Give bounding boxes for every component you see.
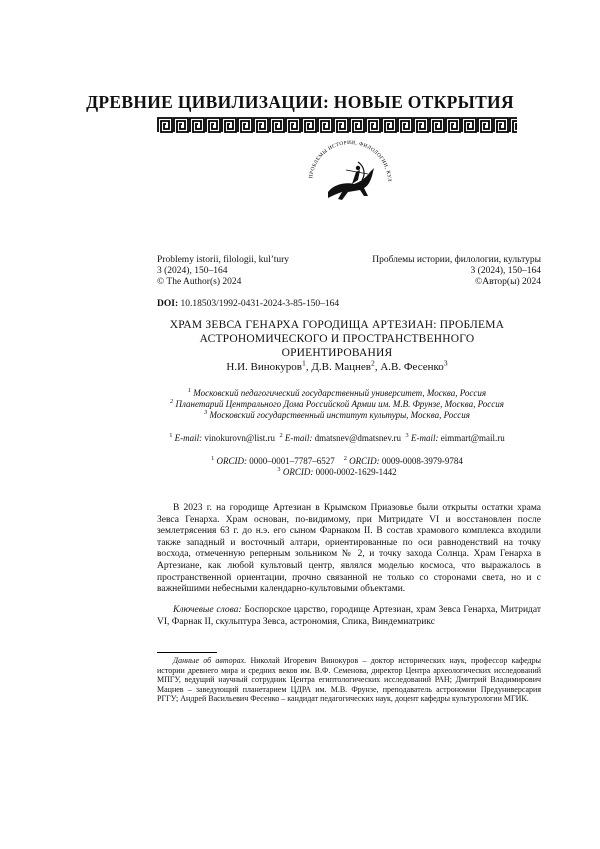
emblem-ring-text: ПРОБЛЕМЫ ИСТОРИИ, ФИЛОЛОГИИ, КУЛЬТУРЫ (295, 128, 392, 182)
author-sep: , (306, 361, 312, 373)
orcid-label: ORCID: (283, 467, 314, 477)
author-list (130, 361, 544, 373)
abstract-text: В 2023 г. на городище Артезиан в Крымском Приазовье были открыты остатки храма Зевса Генарха. Храм основан, по-видимому, при Митридате VI и восстановлен после землетрясения 63 г. до н.э. его сыном Фарнаком II. В состав храмового комплекса входили также западный и восточный алтари, ориентированные по оси равноденствий на точку восхода, отмеченную реперным зольником № 2, и точку захода Солнца. Храм Генарха в Артезиане, как любой культовый центр, являлся моделью космоса, что выражалось в пространственной ориентации, прочно связанной не только со сторонами света, но и с важнейшими небесными календарно-культовыми объектами. (157, 503, 541, 596)
author-name: А.В. Фесенко (380, 361, 443, 373)
footnote-divider (157, 652, 217, 653)
author-name: Н.И. Винокуров (226, 361, 302, 373)
email-label: E-mail: (175, 433, 203, 443)
author-name: Д.В. Мацнев (311, 361, 371, 373)
author-footnote (157, 656, 541, 704)
orcid-link[interactable]: 0000–0001–7787–6527 (249, 456, 335, 466)
orcid-label: ORCID: (349, 456, 380, 466)
doi-value[interactable]: 10.18503/1992-0431-2024-3-85-150–164 (181, 299, 340, 309)
orcid-link[interactable]: 0000-0002-1629-1442 (316, 467, 397, 477)
meta-line: © The Author(s) 2024 (157, 277, 289, 288)
email-link[interactable]: vinokurovn@list.ru (204, 433, 275, 443)
greek-key-border (157, 117, 517, 133)
journal-meta-latin (157, 255, 289, 288)
svg-text:ПРОБЛЕМЫ ИСТОРИИ, ФИЛОЛОГИИ, К (295, 128, 392, 182)
email-link[interactable]: eimmart@mail.ru (441, 433, 505, 443)
footnote-text: Николай Игоревич Винокуров – доктор исторических наук, профессор кафедры истории древнего мира и средних веков им. В.Ф. Семенова, директор Центра археологических исследований МПГУ, ведущий научный сотрудник Центра египтологических исследований РАН; Дмитрий Владимирович Мацнев – заведующий планетарием ЦДРА им. М.В. Фрунзе, преподаватель астрономии Предуниверсария РГГУ; Андрей Васильевич Фесенко – кандидат педагогических наук, доцент кафедры культурологии МГИК. (157, 656, 541, 703)
article-title (130, 318, 544, 360)
email-label: E-mail: (411, 433, 439, 443)
affiliation: 2 Планетарий Центрального Дома Российской Армии им. М.В. Фрунзе, Москва, Россия (130, 399, 544, 410)
journal-meta-cyrillic (350, 255, 541, 288)
author-sup: 2 (371, 358, 375, 367)
footnote-label: Данные об авторах. (173, 656, 246, 665)
email-link[interactable]: dmatsnev@dmatsnev.ru (315, 433, 401, 443)
horse-archer-icon (328, 162, 374, 200)
meta-line: 3 (2024), 150–164 (157, 266, 289, 277)
doi-label: DOI: (157, 299, 178, 309)
journal-emblem (298, 132, 402, 224)
title-line: ОРИЕНТИРОВАНИЯ (130, 346, 544, 360)
meta-line: Проблемы истории, филологии, культуры (350, 255, 541, 266)
affiliation: 3 Московский государственный институт культуры, Москва, Россия (130, 410, 544, 421)
orcid-link[interactable]: 0009-0008-3979-9784 (382, 456, 463, 466)
author-orcids: 1 ORCID: 0000–0001–7787–6527 2 ORCID: 0009-0008-3979-9784 3 ORCID: 0000-0002-1629-1442 (130, 456, 544, 478)
keywords-label: Ключевые слова: (173, 605, 242, 615)
meta-line: 3 (2024), 150–164 (350, 266, 541, 277)
journal-title: ДРЕВНИЕ ЦИВИЛИЗАЦИИ: НОВЫЕ ОТКРЫТИЯ (0, 92, 600, 113)
affiliations (130, 388, 544, 421)
title-line: ХРАМ ЗЕВСА ГЕНАРХА ГОРОДИЩА АРТЕЗИАН: ПРОБЛЕМА (130, 318, 544, 332)
author-sup: 3 (444, 358, 448, 367)
author-sup: 1 (302, 358, 306, 367)
doi (157, 299, 339, 309)
email-label: E-mail: (285, 433, 313, 443)
meta-line: ©Автор(ы) 2024 (350, 277, 541, 288)
keywords (157, 605, 541, 628)
orcid-label: ORCID: (217, 456, 248, 466)
keywords-text: Боспорское царство, городище Артезиан, храм Зевса Генарха, Митридат VI, Фарнак II, скульптура Зевса, астрономия, Спика, Виндемиатрикс (157, 605, 541, 627)
author-emails: 1 E-mail: vinokurovn@list.ru 2 E-mail: dmatsnev@dmatsnev.ru 3 E-mail: eimmart@mail.ru (130, 433, 544, 443)
meta-line: Problemy istorii, filologii, kul’tury (157, 255, 289, 266)
abstract (157, 503, 541, 596)
affiliation: 1 Московский педагогический государственный университет, Москва, Россия (130, 388, 544, 399)
title-line: АСТРОНОМИЧЕСКОГО И ПРОСТРАНСТВЕННОГО (130, 332, 544, 346)
author-sep: , (375, 361, 381, 373)
